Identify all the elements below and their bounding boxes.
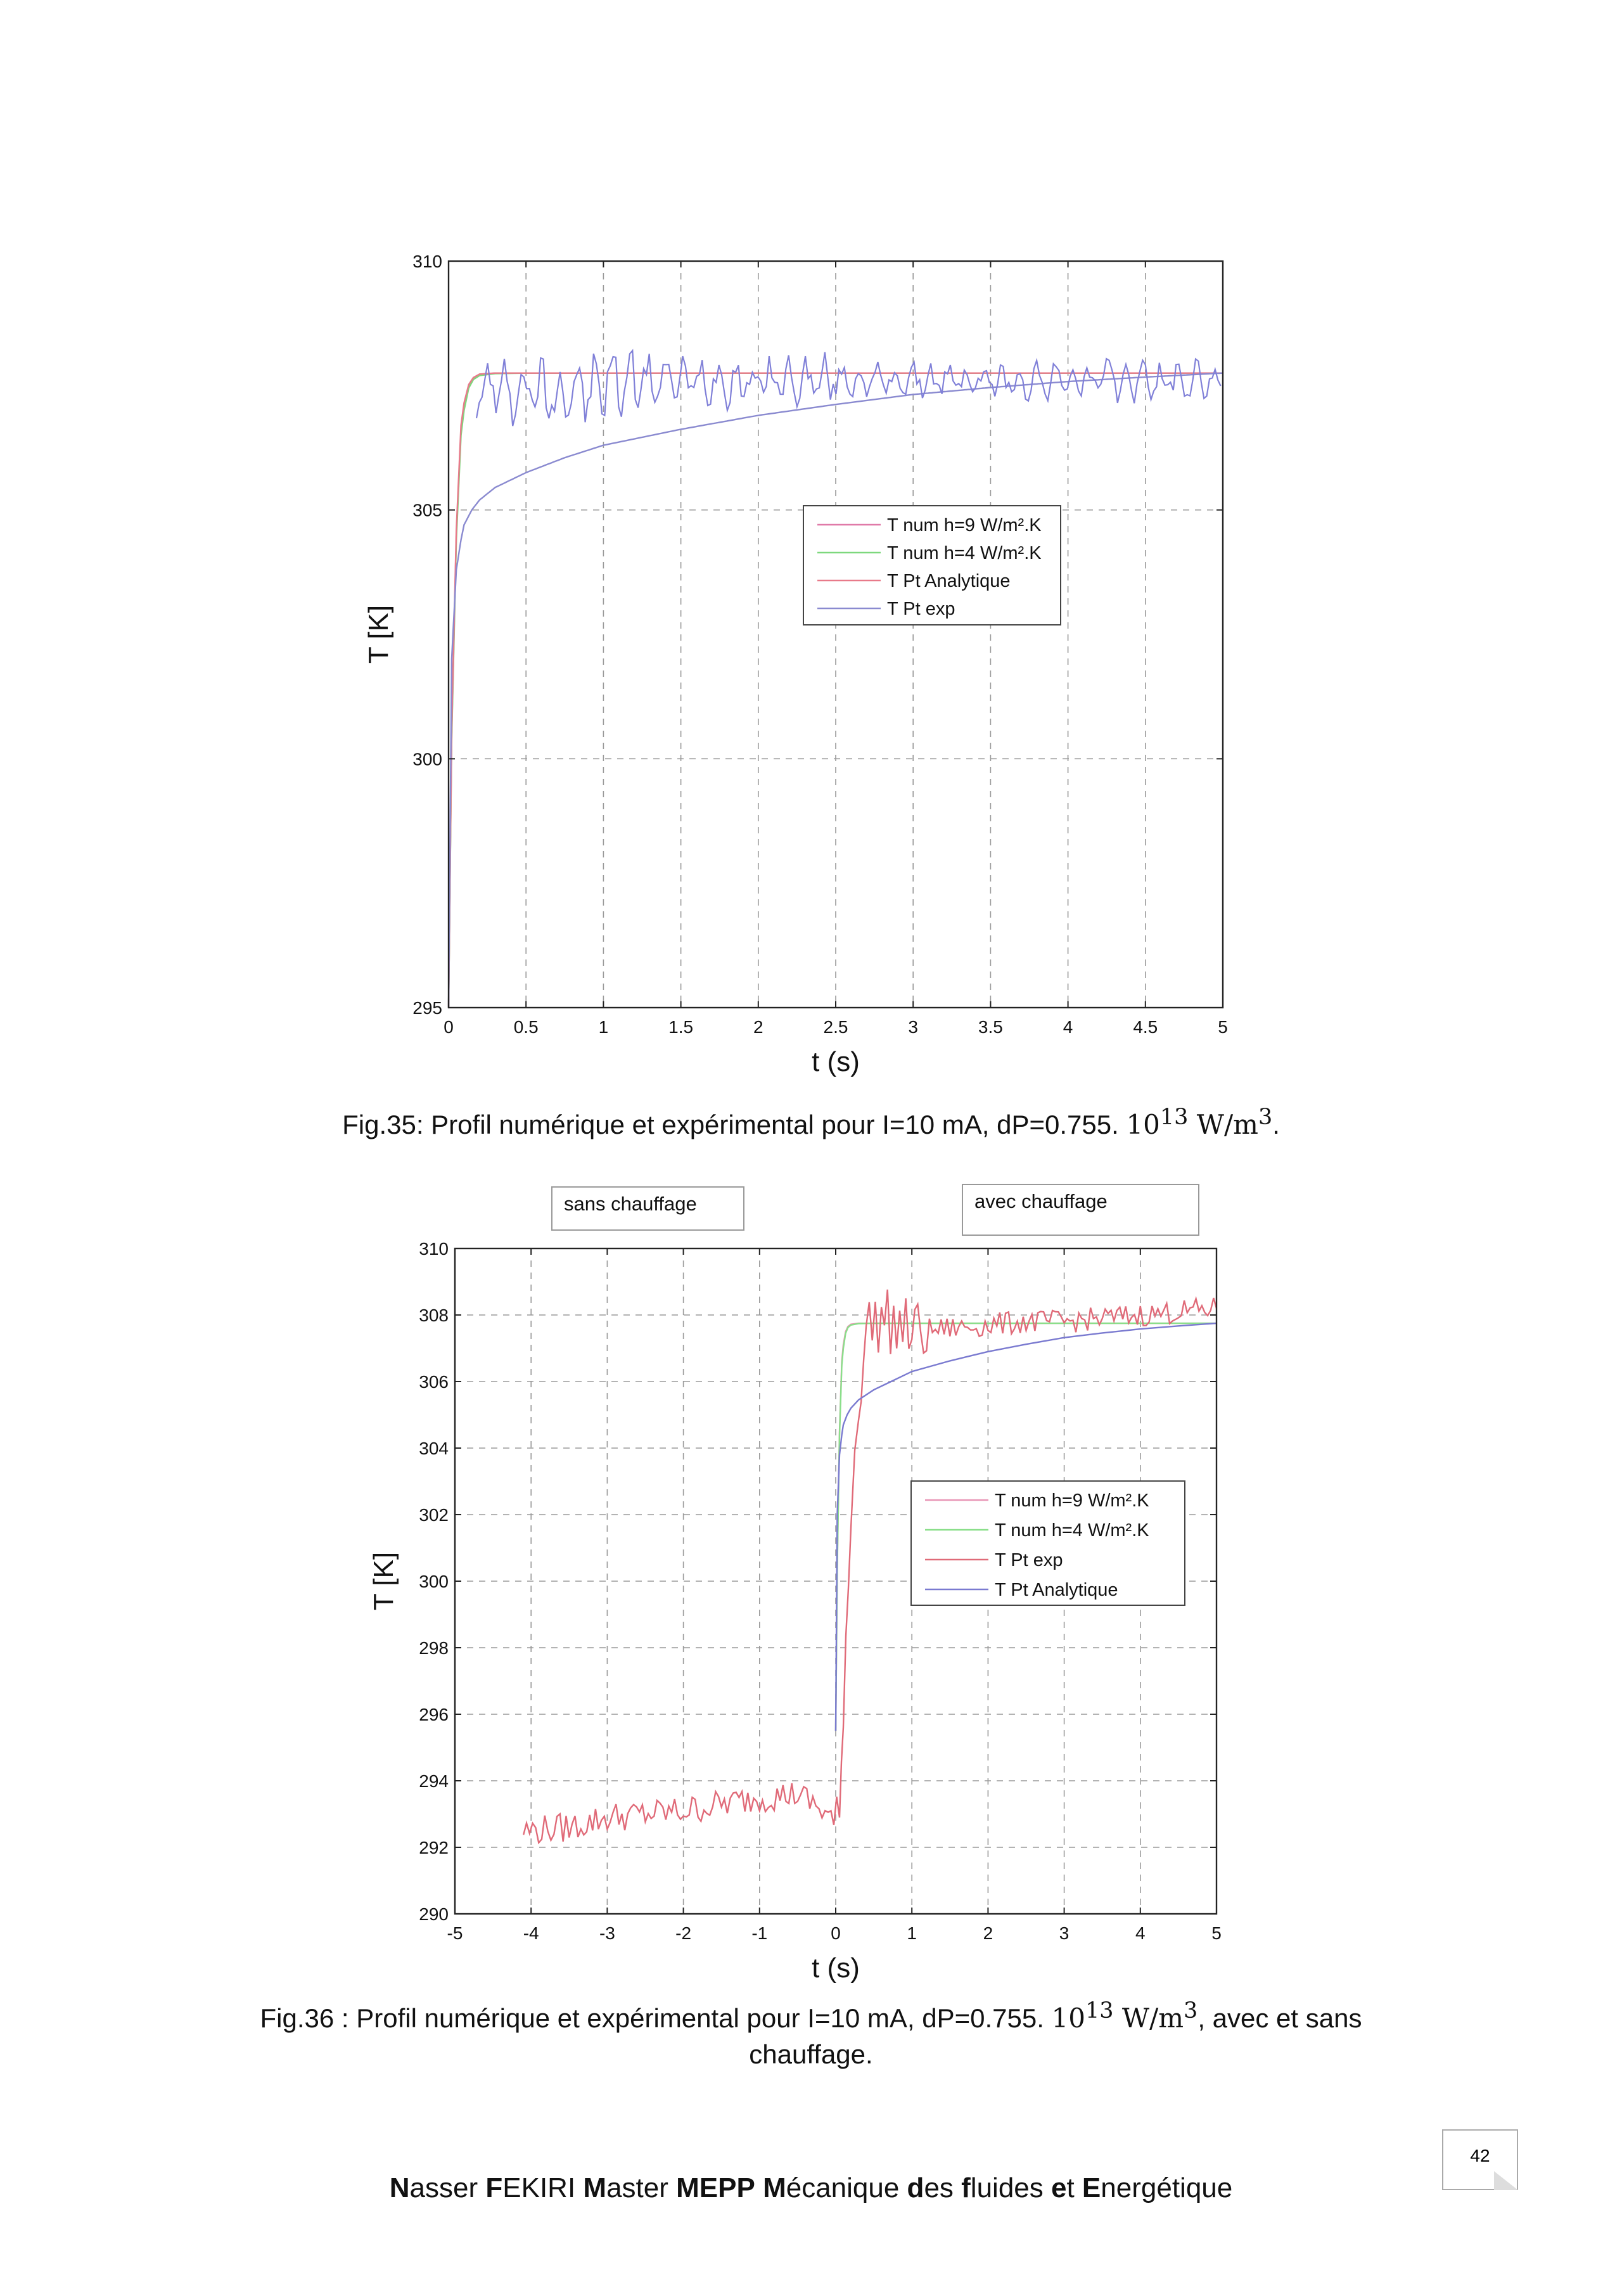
x-axis-label: t (s): [812, 1953, 860, 1984]
footer-part: asser: [409, 2172, 486, 2203]
footer-part: MEPP: [676, 2172, 755, 2203]
caption-math-unit-exp: 3: [1184, 1998, 1198, 2023]
x-tick-label: 4: [1135, 1923, 1146, 1943]
x-tick-label: 1.5: [668, 1017, 694, 1037]
y-tick-label: 295: [412, 998, 442, 1018]
y-tick-label: 290: [419, 1904, 449, 1924]
x-tick-label: 0: [831, 1923, 841, 1943]
footer-part: f: [961, 2172, 971, 2203]
y-tick-label: 298: [419, 1638, 449, 1658]
caption-end: , avec et sans: [1197, 2003, 1362, 2033]
caption-text: Fig.35: Profil numérique et expérimental pour I=10 mA, dP=0.755.: [342, 1110, 1127, 1139]
caption-line-2: chauffage.: [749, 2039, 873, 2069]
caption-math-base: 10: [1051, 2003, 1085, 2034]
footer-part: F: [485, 2172, 503, 2203]
figure-36-chart: [0, 1166, 1622, 1990]
footer-part: N: [389, 2172, 410, 2203]
footer-part: aster: [606, 2172, 677, 2203]
caption-math-unit-exp: 3: [1258, 1105, 1273, 1130]
x-tick-label: 3.5: [978, 1017, 1003, 1037]
caption-math-exp: 13: [1159, 1105, 1189, 1130]
y-tick-label: 310: [419, 1239, 449, 1259]
footer-part: M: [763, 2172, 786, 2203]
legend-entry: T num h=9 W/m².K: [995, 1491, 1149, 1511]
y-tick-label: 302: [419, 1505, 449, 1525]
page-footer: [0, 2172, 1622, 2204]
figure-35-caption: [0, 1103, 1622, 1143]
caption-math-base: 10: [1126, 1109, 1160, 1140]
legend-entry: T Pt Analytique: [995, 1580, 1118, 1600]
y-tick-label: 308: [419, 1305, 449, 1325]
caption-math-exp: 13: [1085, 1998, 1114, 2023]
annotation-avec-chauffage: avec chauffage: [962, 1184, 1199, 1236]
footer-part: [755, 2172, 763, 2203]
y-tick-label: 292: [419, 1838, 449, 1857]
legend-entry: T num h=4 W/m².K: [995, 1520, 1149, 1541]
x-tick-label: 2.5: [823, 1017, 848, 1037]
footer-part: luides: [970, 2172, 1051, 2203]
y-axis-label: T [K]: [363, 605, 394, 664]
x-tick-label: 3: [908, 1017, 918, 1037]
y-tick-label: 294: [419, 1771, 449, 1791]
x-tick-label: -1: [751, 1923, 768, 1943]
footer-part: E: [1082, 2172, 1101, 2203]
y-tick-label: 300: [419, 1572, 449, 1591]
x-tick-label: 2: [983, 1923, 993, 1943]
footer-part: e: [1050, 2172, 1067, 2203]
x-tick-label: 0: [444, 1017, 454, 1037]
x-tick-label: 3: [1059, 1923, 1070, 1943]
figure-35-chart: [0, 0, 1622, 1077]
legend-entry: T num h=4 W/m².K: [887, 543, 1042, 563]
caption-end: .: [1272, 1110, 1280, 1139]
x-tick-label: 4: [1063, 1017, 1073, 1037]
legend-entry: T Pt exp: [995, 1550, 1063, 1570]
y-tick-label: 306: [419, 1372, 449, 1392]
figure-36-svg: [0, 1166, 1622, 1990]
legend-entry: T Pt Analytique: [887, 571, 1011, 591]
annotation-sans-chauffage: sans chauffage: [551, 1186, 744, 1231]
footer-part: es: [924, 2172, 962, 2203]
x-tick-label: 4.5: [1133, 1017, 1158, 1037]
x-tick-label: -4: [523, 1923, 539, 1943]
y-tick-label: 304: [419, 1439, 449, 1458]
x-tick-label: 1: [598, 1017, 609, 1037]
x-tick-label: 5: [1218, 1017, 1228, 1037]
footer-part: M: [583, 2172, 607, 2203]
page-number-text: 42: [1470, 2146, 1490, 2165]
x-tick-label: 0.5: [513, 1017, 539, 1037]
caption-math-unit: W/m: [1188, 1109, 1258, 1140]
caption-text: Fig.36 : Profil numérique et expérimental pour I=10 mA, dP=0.755.: [260, 2003, 1052, 2033]
x-tick-label: -5: [447, 1923, 463, 1943]
x-tick-label: 2: [753, 1017, 763, 1037]
figure-36-caption: [0, 1996, 1622, 2072]
y-tick-label: 305: [412, 500, 442, 520]
y-axis-label: T [K]: [368, 1551, 399, 1611]
caption-math-unit: W/m: [1113, 2003, 1184, 2034]
y-tick-label: 310: [412, 252, 442, 271]
x-axis-label: t (s): [812, 1046, 860, 1077]
legend-entry: T num h=9 W/m².K: [887, 515, 1042, 536]
x-tick-label: -2: [675, 1923, 692, 1943]
footer-part: nergétique: [1101, 2172, 1233, 2203]
figure-35-svg: [0, 0, 1622, 1077]
footer-part: EKIRI: [502, 2172, 584, 2203]
footer-part: d: [907, 2172, 924, 2203]
y-tick-label: 296: [419, 1705, 449, 1724]
footer-part: t: [1066, 2172, 1082, 2203]
legend-entry: T Pt exp: [887, 599, 955, 619]
x-tick-label: 5: [1211, 1923, 1222, 1943]
x-tick-label: 1: [907, 1923, 917, 1943]
y-tick-label: 300: [412, 749, 442, 769]
x-tick-label: -3: [599, 1923, 615, 1943]
footer-part: écanique: [786, 2172, 907, 2203]
